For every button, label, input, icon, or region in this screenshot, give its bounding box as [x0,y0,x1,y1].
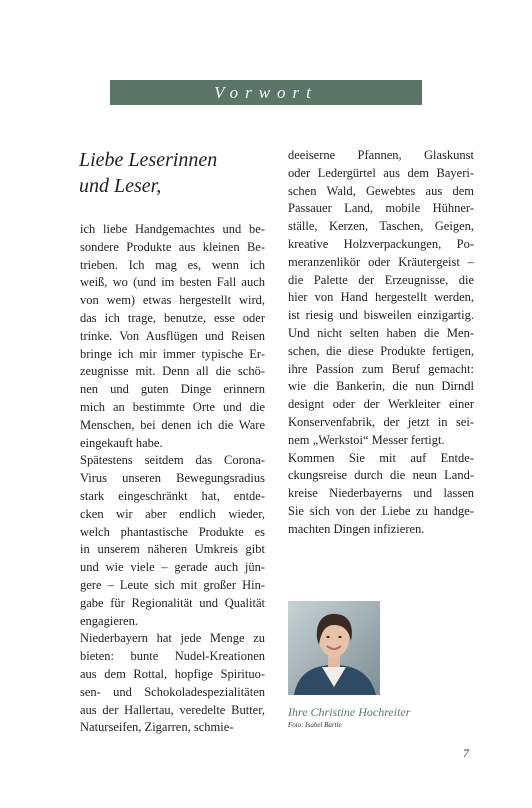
greeting-line-1: Liebe Leserinnen [79,149,218,171]
text-line: Niederbayern hat jede Menge zu [80,631,265,646]
text-line: bieten: bunte Nudel-Kreationen [80,649,265,664]
text-line: gabe für Regionalität und Qualität [80,595,265,610]
text-line: meranzenlikör oder Kräutergeist – [288,254,474,269]
page-number: 7 [463,746,469,760]
text-line: Menschen, bei denen ich die Ware [80,417,265,432]
text-line: Kommen Sie mit auf Entde- [288,450,474,465]
text-line: gere – Leute sich mit großer Hin- [80,577,265,592]
section-title-bar [110,80,422,105]
text-line: welch phantastische Produkte es [80,524,265,539]
text-line: Virus unseren Bewegungsradius [80,471,265,486]
text-line: bringe ich mir immer typische Er- [80,346,265,361]
text-line: cken wir aber endlich wieder, [80,506,265,521]
text-line: trinke. Von Ausflügen und Reisen [80,328,265,343]
text-line: Passauer Land, mobile Hühner- [288,201,474,216]
section-title: Vorwort [214,82,318,102]
text-line: ist riesig und bisweilen einzigartig. [288,308,474,323]
text-line: zeugnisse mit. Denn all die schö- [80,364,265,379]
text-line: sondere Produkte aus kleinen Be- [80,239,265,254]
text-line: nen und guten Dinge erinnern [80,382,265,397]
text-line: eingekauft habe. [80,435,163,450]
text-line: ihre Passion zum Beruf gemacht: [288,361,474,376]
text-line: mich an bestimmte Orte und die [80,399,265,414]
text-line: das ich trage, benutze, esse oder [80,310,265,325]
text-line: oder Ledergürtel aus dem Bayeri- [288,165,474,180]
left-text-column [80,221,265,737]
text-line: hier von Hand hergestellt werden, [288,290,474,305]
text-line: ich liebe Handgemachtes und be- [80,222,265,236]
text-line: ckungsreise durch die neun Land- [288,468,474,483]
text-line: Sie sich von der Liebe zu handge- [288,503,474,518]
text-line: machten Dingen infizieren. [288,521,425,536]
text-line: stark eingeschränkt hat, entde- [80,488,265,503]
photo-credit: Foto: Isabel Bartle [288,721,342,729]
text-line: engagieren. [80,613,138,628]
portrait-photo [288,601,380,695]
text-line: Naturseifen, Zigarren, schmie- [80,720,234,735]
text-line: Spätestens seitdem das Corona- [80,453,265,468]
text-line: Konservenfabrik, der jetzt in sei- [288,414,474,429]
text-line: wie die Bankerin, die nun Dirndl [288,379,474,394]
text-line: sen- und Schokoladespezialitäten [80,684,265,699]
author-portrait [288,601,380,695]
text-line: ställe, Kerzen, Taschen, Geigen, [288,219,474,234]
text-line: Und nicht selten haben die Men- [288,325,474,340]
text-line: in unserem näheren Umkreis gibt [80,542,265,557]
text-line: schen, die diese Produkte fertigen, [288,343,474,358]
greeting-heading [79,147,269,199]
greeting-line-2: und Leser, [79,175,162,197]
text-line: und wie viele – gerade auch jün- [80,560,265,575]
text-line: trieben. Ich mag es, wenn ich [80,257,265,272]
text-line: aus dem Rottal, hopfige Spirituo- [80,666,265,681]
text-line: aus der Hallertau, veredelte Butter, [80,702,265,717]
text-line: designt oder der Werkleiter einer [288,397,474,412]
text-line: weiß, wo (und im besten Fall auch [80,275,265,290]
text-line: nem „Werkstoi“ Messer fertigt. [288,432,445,447]
text-line: schen Wald, Gewebtes aus dem [288,183,474,198]
signature-caption: Ihre Christine Hochreiter [288,705,411,719]
text-line: die Palette der Erzeugnisse, die [288,272,474,287]
text-line: deeiserne Pfannen, Glaskunst [288,148,474,162]
text-line: kreise Niederbayerns und lassen [288,486,474,501]
right-text-column [288,147,474,539]
text-line: kreative Holzverpackungen, Po- [288,236,474,251]
text-line: von wem) etwas hergestellt wird, [80,293,265,308]
